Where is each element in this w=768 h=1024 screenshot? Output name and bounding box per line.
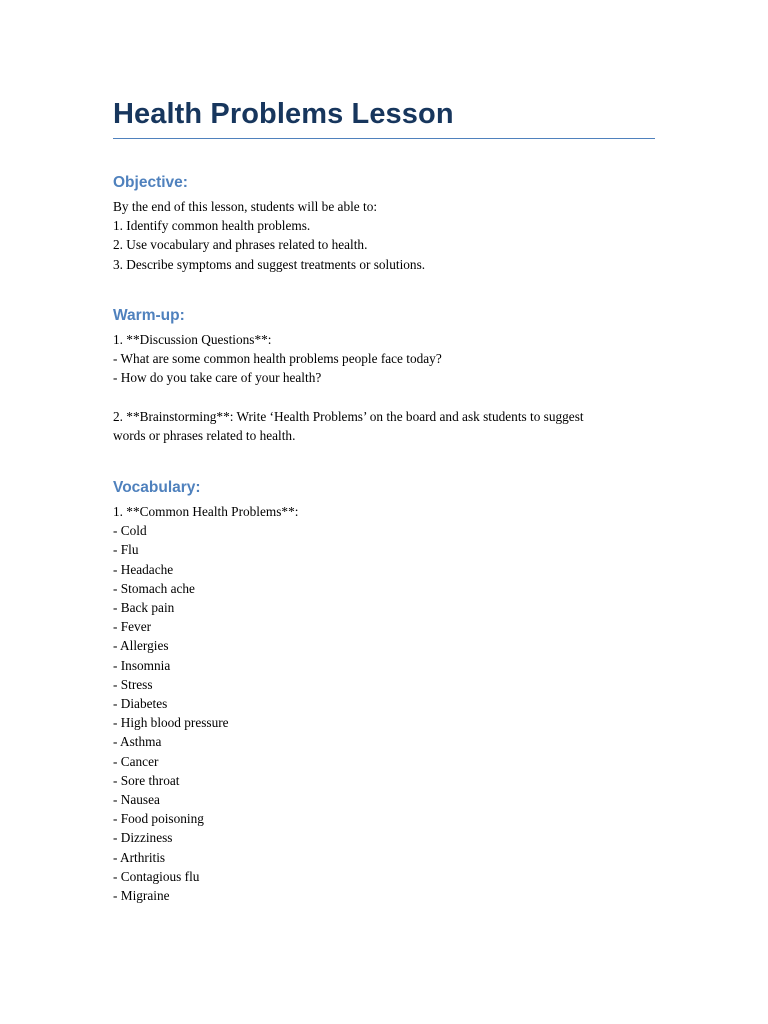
list-item: - Migraine (113, 888, 170, 904)
list-item: - Food poisoning (113, 811, 204, 827)
warmup-line: 1. **Discussion Questions**: (113, 332, 272, 347)
vocabulary-section (113, 478, 655, 905)
list-item: - Diabetes (113, 696, 168, 712)
objective-line: 2. Use vocabulary and phrases related to health. (113, 237, 368, 253)
list-item: - Back pain (113, 600, 175, 616)
list-item: - Stomach ache (113, 580, 195, 596)
vocabulary-intro: 1. **Common Health Problems**: (113, 504, 299, 519)
warmup-line: words or phrases related to health. (113, 428, 296, 443)
warmup-section (113, 306, 655, 445)
list-item: - High blood pressure (113, 715, 229, 731)
list-item: - Headache (113, 561, 174, 577)
list-item: - Nausea (113, 792, 160, 808)
list-item: - Dizziness (113, 830, 173, 846)
list-item: - Cold (113, 523, 147, 539)
list-item: - Insomnia (113, 657, 171, 673)
list-item: - Contagious flu (113, 868, 200, 884)
vocabulary-list (113, 502, 655, 905)
warmup-brainstorm-paragraph (113, 407, 655, 445)
page-title: Health Problems Lesson (113, 95, 655, 139)
warmup-line: - How do you take care of your health? (113, 370, 322, 386)
list-item: - Flu (113, 542, 139, 558)
list-item: - Fever (113, 619, 152, 635)
warmup-discussion-paragraph (113, 330, 655, 388)
list-item: - Stress (113, 676, 153, 692)
list-item: - Arthritis (113, 849, 166, 865)
warmup-line: 2. **Brainstorming**: Write ‘Health Problems’ on the board and ask students to suggest (113, 408, 584, 424)
objective-line: 1. Identify common health problems. (113, 218, 311, 234)
list-item: - Sore throat (113, 772, 180, 788)
list-item: - Cancer (113, 753, 159, 769)
vocabulary-heading: Vocabulary: (113, 479, 201, 496)
objective-heading: Objective: (113, 174, 188, 191)
objective-line: 3. Describe symptoms and suggest treatments or solutions. (113, 256, 426, 272)
document-page (113, 95, 655, 904)
list-item: - Allergies (113, 638, 169, 654)
warmup-heading: Warm-up: (113, 307, 185, 324)
objective-section (113, 173, 655, 274)
objective-paragraph (113, 197, 655, 274)
objective-line: By the end of this lesson, students will be able to: (113, 199, 378, 214)
warmup-line: - What are some common health problems people face today? (113, 351, 442, 367)
list-item: - Asthma (113, 734, 162, 750)
